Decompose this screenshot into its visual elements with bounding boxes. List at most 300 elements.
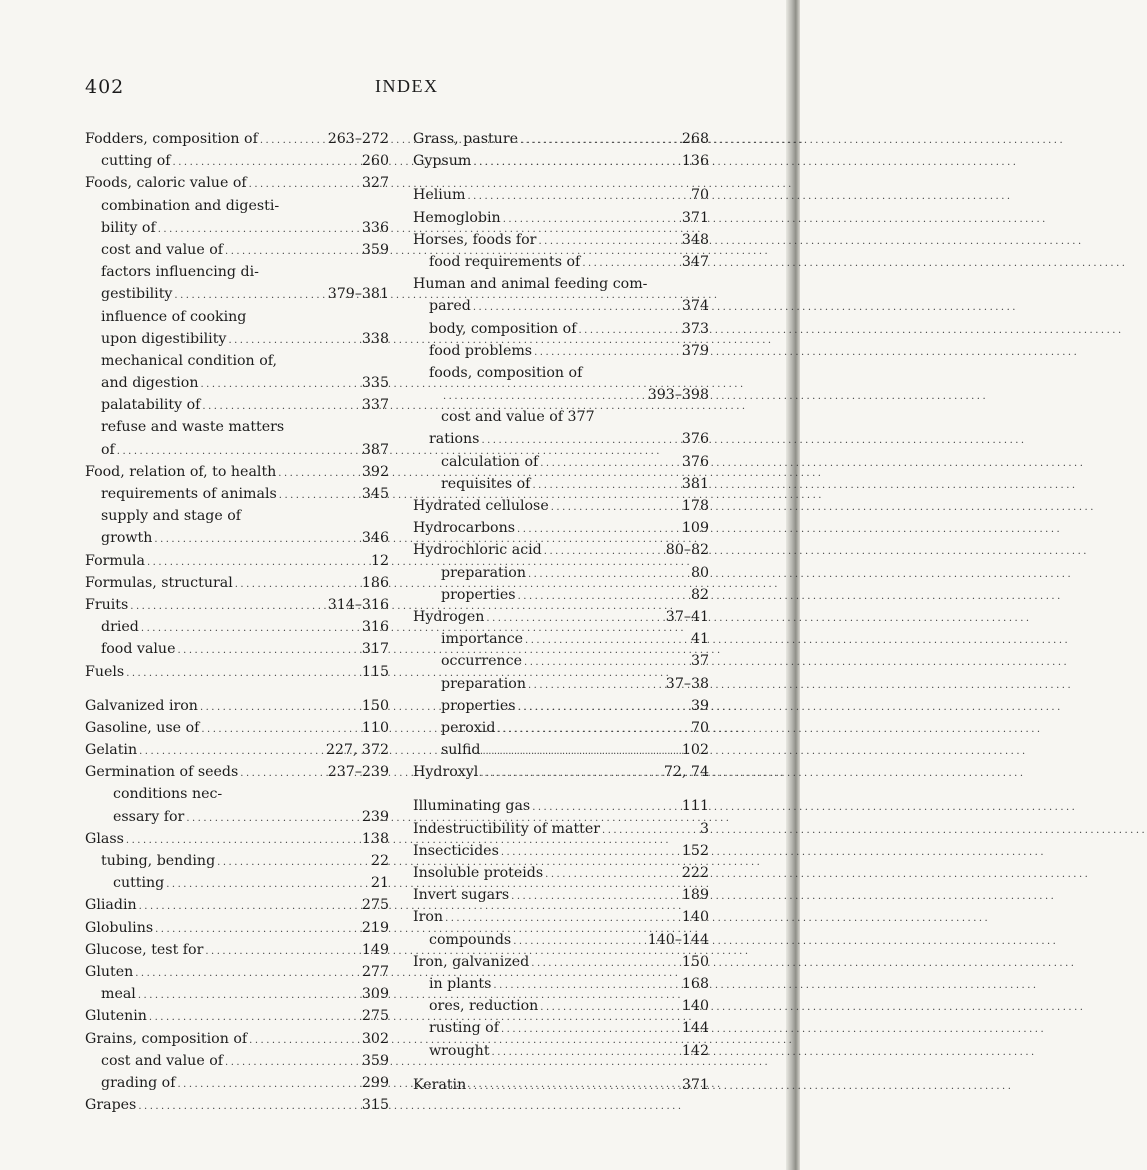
entry-page-ref: 189 — [681, 887, 709, 904]
index-entry — [413, 184, 709, 206]
entry-term: Fruits — [85, 596, 129, 613]
entry-page-ref: 140 — [681, 998, 709, 1015]
index-entry — [85, 739, 389, 761]
dot-leader — [177, 1074, 359, 1096]
entry-term: Glucose, test for — [85, 941, 204, 958]
entry-page-ref: 227, 372 — [325, 742, 389, 759]
entry-page-ref: 142 — [681, 1042, 709, 1059]
dot-leader — [240, 763, 325, 785]
entry-term: Formula — [85, 552, 145, 569]
entry-page-ref: 239 — [361, 808, 389, 825]
entry-term: peroxid — [441, 719, 496, 736]
entry-term: rations — [429, 431, 480, 448]
entry-term: Insoluble proteids — [413, 865, 544, 881]
index-entry — [85, 439, 389, 461]
page-title: INDEX — [375, 76, 439, 96]
index-entry — [413, 340, 709, 362]
page-edge-shadow — [786, 0, 800, 1170]
entry-term: combination and digesti- — [101, 197, 280, 214]
index-entry — [85, 572, 389, 594]
index-entry — [413, 428, 709, 450]
dot-leader — [443, 386, 646, 408]
dot-leader — [503, 209, 680, 231]
index-entry — [85, 638, 389, 660]
index-entry — [85, 917, 389, 939]
entry-page-ref: 317 — [361, 641, 389, 658]
entry-term: upon digestibility — [101, 330, 227, 347]
entry-page-ref: 70 — [690, 719, 709, 736]
index-entry — [413, 739, 709, 761]
index-entry — [85, 717, 389, 739]
dot-leader — [497, 719, 689, 741]
entry-page-ref: 138 — [361, 830, 389, 847]
index-entry — [413, 539, 709, 561]
dot-leader — [481, 430, 679, 452]
dot-leader — [534, 342, 680, 364]
index-entry — [413, 362, 709, 384]
dot-leader — [518, 697, 689, 719]
entry-page-ref: 376 — [681, 453, 709, 470]
index-entry — [413, 973, 709, 995]
entry-term: Food, relation of, to health — [85, 463, 277, 480]
index-entry — [413, 584, 709, 606]
entry-term: Germination of seeds — [85, 764, 239, 781]
index-entry — [413, 995, 709, 1017]
dot-leader — [492, 1042, 680, 1064]
dot-leader — [158, 219, 360, 241]
index-entry — [85, 761, 389, 783]
entry-page-ref: 186 — [361, 574, 389, 591]
entry-page-ref: 39 — [690, 697, 709, 714]
entry-term: wrought — [429, 1042, 490, 1059]
entry-page-ref: 314–316 — [327, 596, 389, 613]
index-entry — [85, 150, 389, 172]
entry-term: foods, composition of — [429, 364, 583, 381]
dot-leader — [501, 842, 680, 864]
entry-page-ref: 41 — [690, 631, 709, 648]
entry-page-ref: 336 — [361, 219, 389, 236]
entry-page-ref: 136 — [681, 153, 709, 170]
entry-term: preparation — [441, 675, 526, 692]
entry-term: Keratin — [413, 1076, 467, 1093]
index-entry — [85, 1072, 389, 1094]
dot-leader — [235, 574, 360, 596]
entry-term: Grapes — [85, 1097, 137, 1114]
index-entry — [413, 761, 709, 783]
entry-page-ref: 21 — [370, 875, 389, 892]
entry-term: occurrence — [441, 653, 523, 670]
index-column-right — [413, 128, 709, 1096]
index-entry — [85, 894, 389, 916]
entry-term: cost and value of — [101, 1052, 224, 1069]
index-entry — [85, 783, 389, 805]
index-entry — [85, 695, 389, 717]
index-entry — [85, 594, 389, 616]
dot-leader — [225, 1052, 360, 1074]
dot-leader — [154, 529, 360, 551]
dot-leader — [279, 485, 360, 507]
entry-page-ref: 150 — [361, 697, 389, 714]
index-entry — [85, 217, 389, 239]
dot-leader — [602, 820, 698, 842]
index-entry — [85, 1094, 389, 1116]
dot-leader — [260, 130, 326, 152]
entry-term: properties — [441, 586, 516, 603]
index-entry — [413, 406, 709, 428]
entry-page-ref: 338 — [361, 330, 389, 347]
index-entry — [413, 840, 709, 862]
entry-term: meal — [101, 986, 136, 1003]
dot-leader — [217, 852, 369, 874]
entry-page-ref: 140–144 — [647, 931, 709, 948]
index-entry — [413, 251, 709, 273]
entry-term: cost and value of — [101, 241, 224, 258]
index-entry — [85, 483, 389, 505]
entry-page-ref: 302 — [361, 1030, 389, 1047]
index-entry — [413, 695, 709, 717]
entry-term: essary for — [113, 808, 185, 825]
entry-page-ref: 115 — [361, 663, 389, 680]
entry-term: compounds — [429, 931, 512, 948]
entry-page-ref: 371 — [681, 1076, 709, 1093]
entry-page-ref: 3 — [699, 820, 709, 837]
entry-term: mechanical condition of, — [101, 352, 277, 369]
dot-leader — [147, 552, 369, 574]
entry-page-ref: 393–398 — [647, 387, 709, 404]
entry-term: dried — [101, 619, 139, 636]
dot-leader — [445, 908, 680, 930]
entry-term: Gelatin — [85, 742, 138, 759]
entry-term: cutting of — [101, 153, 171, 170]
entry-page-ref: 309 — [361, 986, 389, 1003]
index-entry — [413, 295, 709, 317]
page-header — [85, 76, 715, 106]
entry-page-ref: 260 — [361, 153, 389, 170]
index-entry — [85, 806, 389, 828]
entry-page-ref: 374 — [681, 298, 709, 315]
index-entry — [413, 884, 709, 906]
entry-term: Galvanized iron — [85, 697, 198, 714]
dot-leader — [540, 997, 680, 1019]
index-entry — [85, 172, 389, 194]
index-entry — [413, 128, 709, 150]
entry-page-ref: 316 — [361, 619, 389, 636]
index-entry — [413, 862, 709, 884]
entry-page-ref: 222 — [681, 865, 709, 881]
entry-page-ref: 277 — [361, 963, 389, 980]
index-entry — [85, 616, 389, 638]
dot-leader — [520, 130, 680, 152]
entry-term: Formulas, structural — [85, 574, 233, 591]
entry-page-ref: 275 — [361, 1008, 389, 1025]
entry-term: cutting — [113, 875, 165, 892]
entry-term: properties — [441, 697, 516, 714]
entry-page-ref: 178 — [681, 498, 709, 514]
entry-term: Human and animal feeding com- — [413, 276, 648, 293]
entry-page-ref: 275 — [361, 897, 389, 914]
index-entry — [85, 1028, 389, 1050]
index-entry — [413, 929, 709, 951]
entry-page-ref: 335 — [361, 375, 389, 392]
index-entry — [413, 673, 709, 695]
index-entry — [413, 1040, 709, 1062]
dot-leader — [501, 1019, 680, 1041]
dot-leader — [177, 640, 359, 662]
dot-leader — [186, 808, 360, 830]
entry-page-ref: 144 — [681, 1020, 709, 1037]
entry-term: Insecticides — [413, 842, 499, 859]
dot-leader — [528, 675, 664, 697]
entry-term: tubing, bending — [101, 853, 216, 869]
dot-leader — [493, 975, 680, 997]
entry-page-ref: 12 — [370, 552, 389, 569]
entry-term: rusting of — [429, 1020, 499, 1037]
entry-term: Gypsum — [413, 153, 472, 170]
dot-leader — [201, 719, 360, 741]
index-entry — [85, 416, 389, 438]
entry-term: in plants — [429, 975, 492, 992]
entry-term: bility of — [101, 219, 156, 236]
dot-leader — [544, 541, 664, 563]
dot-leader — [480, 763, 662, 785]
dot-leader — [517, 519, 680, 541]
index-entry — [85, 372, 389, 394]
dot-leader — [149, 1007, 360, 1029]
entry-page-ref: 345 — [361, 486, 389, 502]
index-entry — [413, 818, 709, 840]
entry-page-ref: 37–41 — [665, 608, 709, 625]
entry-term: Gliadin — [85, 897, 137, 914]
dot-leader — [278, 463, 360, 485]
index-entry — [85, 505, 389, 527]
entry-page-ref: 70 — [690, 187, 709, 204]
entry-page-ref: 268 — [681, 131, 709, 147]
entry-page-ref: 110 — [361, 719, 389, 736]
entry-page-ref: 80–82 — [665, 542, 709, 559]
index-entry — [85, 1050, 389, 1072]
index-entry — [413, 606, 709, 628]
dot-leader — [200, 374, 359, 396]
entry-page-ref: 379–381 — [327, 286, 389, 303]
entry-page-ref: 149 — [361, 941, 389, 958]
entry-term: factors influencing di- — [101, 264, 259, 281]
index-entry — [413, 717, 709, 739]
dot-leader — [513, 931, 646, 953]
entry-term: cost and value of 377 — [441, 409, 595, 426]
entry-page-ref: 359 — [361, 1052, 389, 1069]
entry-term: Indestructibility of matter — [413, 820, 601, 837]
entry-page-ref: 109 — [681, 520, 709, 537]
dot-leader — [138, 985, 360, 1007]
entry-term: Illuminating gas — [413, 798, 531, 815]
index-entry — [85, 661, 389, 683]
index-entry — [85, 983, 389, 1005]
entry-term: requisites of — [441, 475, 531, 492]
index-entry — [413, 229, 709, 251]
entry-page-ref: 379 — [681, 342, 709, 359]
entry-term: Grass, pasture — [413, 131, 518, 147]
index-entry — [85, 1005, 389, 1027]
entry-term: sulfid — [441, 742, 481, 759]
entry-page-ref: 299 — [361, 1074, 389, 1091]
entry-page-ref: 315 — [361, 1097, 389, 1114]
index-entry — [85, 350, 389, 372]
entry-page-ref: 337 — [361, 397, 389, 414]
index-entry — [85, 828, 389, 850]
entry-term: supply and stage of — [101, 508, 242, 525]
index-entry — [413, 906, 709, 928]
entry-term: Glutenin — [85, 1008, 147, 1025]
index-entry — [85, 872, 389, 894]
index-entry — [413, 650, 709, 672]
entry-page-ref: 168 — [681, 975, 709, 992]
entry-page-ref: 237–239 — [327, 764, 389, 781]
page-number: 402 — [85, 76, 125, 98]
entry-page-ref: 37 — [690, 653, 709, 670]
entry-page-ref: 219 — [361, 919, 389, 936]
dot-leader — [582, 253, 680, 275]
entry-page-ref: 381 — [681, 475, 709, 492]
entry-term: Fodders, composition of — [85, 131, 258, 147]
dot-leader — [532, 797, 680, 819]
entry-term: food value — [101, 641, 176, 658]
dot-leader — [532, 475, 679, 497]
dot-leader — [486, 608, 663, 630]
entry-page-ref: 346 — [361, 530, 389, 547]
dot-leader — [545, 864, 680, 886]
index-entry — [413, 951, 709, 973]
index-entry — [413, 451, 709, 473]
dot-leader — [468, 1076, 680, 1098]
entry-term: calculation of — [441, 453, 539, 470]
index-entry — [413, 318, 709, 340]
entry-term: pared — [429, 298, 471, 315]
index-entry — [85, 527, 389, 549]
index-entry — [413, 795, 709, 817]
entry-term: importance — [441, 631, 524, 648]
entry-term: Hemoglobin — [413, 209, 501, 226]
dot-leader — [141, 618, 360, 640]
entry-term: Helium — [413, 187, 466, 204]
index-entry — [85, 461, 389, 483]
entry-term: Hydroxyl — [413, 764, 479, 781]
dot-leader — [166, 874, 369, 896]
index-entry — [85, 939, 389, 961]
entry-page-ref: 392 — [361, 463, 389, 480]
entry-term: Hydrated cellulose — [413, 498, 549, 514]
entry-page-ref: 80 — [690, 564, 709, 581]
dot-leader — [173, 152, 360, 174]
index-entry — [85, 239, 389, 261]
entry-page-ref: 102 — [681, 742, 709, 759]
dot-leader — [473, 152, 680, 174]
dot-leader — [467, 186, 689, 208]
dot-leader — [205, 941, 360, 963]
dot-leader — [225, 241, 360, 263]
dot-leader — [524, 652, 689, 674]
dot-leader — [200, 697, 360, 719]
index-entry — [85, 261, 389, 283]
index-entry — [85, 306, 389, 328]
entry-term: growth — [101, 530, 153, 547]
dot-leader — [538, 231, 679, 253]
entry-term: Hydrochloric acid — [413, 542, 542, 559]
dot-leader — [135, 963, 360, 985]
entry-term: Invert sugars — [413, 887, 510, 904]
index-entry — [85, 961, 389, 983]
dot-leader — [528, 564, 689, 586]
index-entry — [413, 517, 709, 539]
entry-term: Gluten — [85, 963, 134, 980]
entry-term: Globulins — [85, 919, 154, 936]
entry-term: food requirements of — [429, 253, 581, 270]
index-entry — [413, 207, 709, 229]
index-entry — [413, 273, 709, 295]
entry-page-ref: 82 — [690, 586, 709, 603]
dot-leader — [483, 741, 680, 763]
dot-leader — [155, 919, 360, 941]
entry-term: preparation — [441, 564, 526, 581]
dot-leader — [130, 596, 325, 618]
entry-term: ores, reduction — [429, 998, 539, 1015]
entry-term: refuse and waste matters — [101, 419, 285, 436]
entry-term: influence of cooking — [101, 308, 247, 325]
dot-leader — [249, 1030, 360, 1052]
dot-leader — [138, 1096, 360, 1118]
dot-leader — [531, 953, 680, 975]
entry-term: and digestion — [101, 375, 199, 392]
entry-page-ref: 263–272 — [327, 131, 389, 147]
entry-term: food problems — [429, 342, 533, 359]
index-entry — [85, 128, 389, 150]
entry-page-ref: 359 — [361, 241, 389, 258]
dot-leader — [174, 285, 325, 307]
index-entry — [85, 850, 389, 872]
index-entry — [413, 150, 709, 172]
dot-leader — [228, 330, 359, 352]
entry-page-ref: 373 — [681, 320, 709, 337]
entry-page-ref: 150 — [681, 953, 709, 970]
dot-leader — [578, 320, 679, 342]
entry-term: Glass — [85, 830, 124, 847]
dot-leader — [249, 174, 360, 196]
entry-page-ref: 22 — [370, 853, 389, 869]
dot-leader — [540, 453, 680, 475]
entry-term: Gasoline, use of — [85, 719, 200, 736]
index-entry — [413, 495, 709, 517]
entry-page-ref: 111 — [681, 798, 709, 815]
entry-term: Iron, galvanized — [413, 953, 530, 970]
index-entry — [413, 384, 709, 406]
entry-term: Horses, foods for — [413, 231, 537, 248]
entry-term: requirements of animals — [101, 486, 277, 502]
dot-leader — [551, 497, 680, 519]
entry-term: gestibility — [101, 286, 173, 303]
entry-page-ref: 327 — [361, 175, 389, 192]
index-entry — [85, 195, 389, 217]
dot-leader — [139, 896, 360, 918]
index-entry — [85, 550, 389, 572]
entry-page-ref: 376 — [681, 431, 709, 448]
entry-page-ref: 348 — [681, 231, 709, 248]
entry-term: Hydrogen — [413, 608, 485, 625]
entry-term: palatability of — [101, 397, 201, 414]
entry-term: Fuels — [85, 663, 125, 680]
dot-leader — [473, 297, 680, 319]
dot-leader — [202, 396, 359, 418]
entry-page-ref: 72, 74 — [663, 764, 709, 781]
entry-term: body, composition of — [429, 320, 577, 337]
